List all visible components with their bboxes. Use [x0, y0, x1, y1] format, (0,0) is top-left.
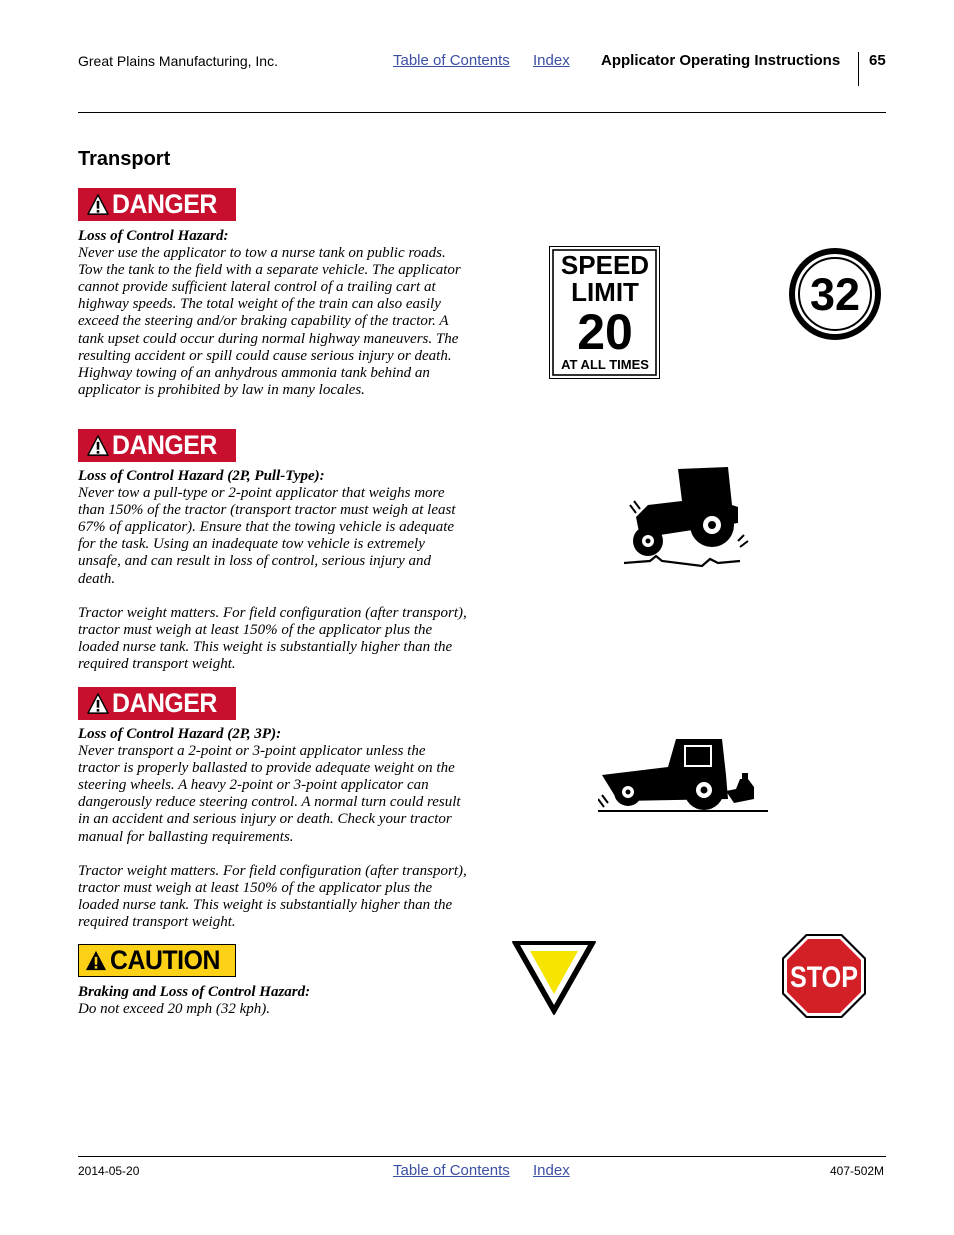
warning-paragraph: Tractor weight matters. For field configuration (after transport), tractor must weigh at least 150% of the applicator plus the loaded nurse tank. This weight is substantially higher than the required transport weight.: [78, 604, 467, 672]
danger-signal-3: [78, 687, 236, 720]
page-number: 65: [869, 52, 886, 69]
header-company: Great Plains Manufacturing, Inc.: [78, 53, 278, 69]
footer-doc-number: 407-502M: [830, 1164, 885, 1178]
danger-signal-2: [78, 429, 236, 462]
warning-paragraph: Never use the applicator to tow a nurse tank on public roads. Tow the tank to the field with a separate vehicle. The applicator cannot provide sufficient lateral control of a trailing cart at highway speeds. The total weight of the train can also easily exceed the steering and/or braking capability of the tractor. A tank upset could occur during normal highway maneuvers. The resulting accident or spill could cause serious injury or death. Highway towing of an anhydrous ammonia tank behind an applicator is prohibited by law in many locales.: [78, 245, 461, 398]
signal-word: CAUTION: [109, 945, 220, 975]
section-title: Transport: [78, 148, 171, 170]
header-divider: [858, 52, 859, 86]
speed-sign-footer: AT ALL TIMES: [561, 357, 649, 372]
tractor-tipping-icon: [620, 465, 750, 570]
hazard-title: Loss of Control Hazard (2P, 3P):: [78, 726, 282, 742]
warning-paragraph: Never tow a pull-type or 2-point applicator that weighs more than 150% of the tractor (transport tractor must weigh at least 67% of applicator). Ensure that the towing vehicle is adequate for the task. Using an inadequate tow vehicle is extremely unsafe, and can result in loss of control, serious injury and death.: [78, 485, 456, 587]
tractor-ballast-icon: [598, 737, 768, 813]
warning-message-2: [78, 468, 470, 673]
footer-index-link[interactable]: Index: [533, 1162, 570, 1179]
signal-word: DANGER: [112, 688, 218, 718]
speed-sign-number: 20: [577, 304, 633, 360]
speed-limit-sign: [549, 246, 661, 380]
hazard-title: Braking and Loss of Control Hazard:: [78, 984, 311, 1000]
caution-signal: [78, 944, 236, 977]
stop-sign-icon: [781, 933, 867, 1019]
header-doc-title: Applicator Operating Instructions: [601, 52, 841, 69]
warning-message-4: [78, 984, 470, 1018]
warning-triangle-icon: [85, 950, 107, 972]
warning-triangle-icon: [87, 693, 109, 715]
warning-paragraph: Do not exceed 20 mph (32 kph).: [78, 1001, 271, 1018]
warning-message-3: [78, 726, 470, 931]
speed-32-sign: [786, 246, 884, 342]
warning-paragraph: Tractor weight matters. For field configuration (after transport), tractor must weigh at least 150% of the applicator plus the loaded nurse tank. This weight is substantially higher than the required transport weight.: [78, 862, 467, 930]
yield-sign-icon: [510, 940, 598, 1016]
warning-message-1: [78, 228, 470, 399]
warning-paragraph: Never transport a 2-point or 3-point applicator unless the tractor is properly ballasted to provide adequate weight on the steering wheels. A heavy 2-point or 3-point applicator can dangerously reduce steering control. A normal turn could result in an accident and serious injury or death. Check your tractor manual for ballasting requirements.: [78, 743, 461, 845]
kph-sign-number: 32: [809, 269, 861, 320]
signal-word: DANGER: [112, 430, 218, 460]
speed-sign-line2: LIMIT: [571, 277, 639, 307]
speed-sign-line1: SPEED: [560, 250, 650, 280]
header-rule: [78, 112, 886, 113]
footer-rule: [78, 1156, 886, 1157]
danger-signal-1: [78, 188, 236, 221]
footer-date: 2014-05-20: [78, 1164, 140, 1178]
hazard-title: Loss of Control Hazard (2P, Pull-Type):: [78, 468, 325, 484]
warning-triangle-icon: [87, 194, 109, 216]
signal-word: DANGER: [112, 189, 218, 219]
warning-triangle-icon: [87, 435, 109, 457]
hazard-title: Loss of Control Hazard:: [78, 228, 229, 244]
stop-sign-text: STOP: [790, 961, 858, 994]
header-toc-link[interactable]: Table of Contents: [393, 52, 510, 69]
footer-toc-link[interactable]: Table of Contents: [393, 1162, 510, 1179]
header-index-link[interactable]: Index: [533, 52, 570, 69]
